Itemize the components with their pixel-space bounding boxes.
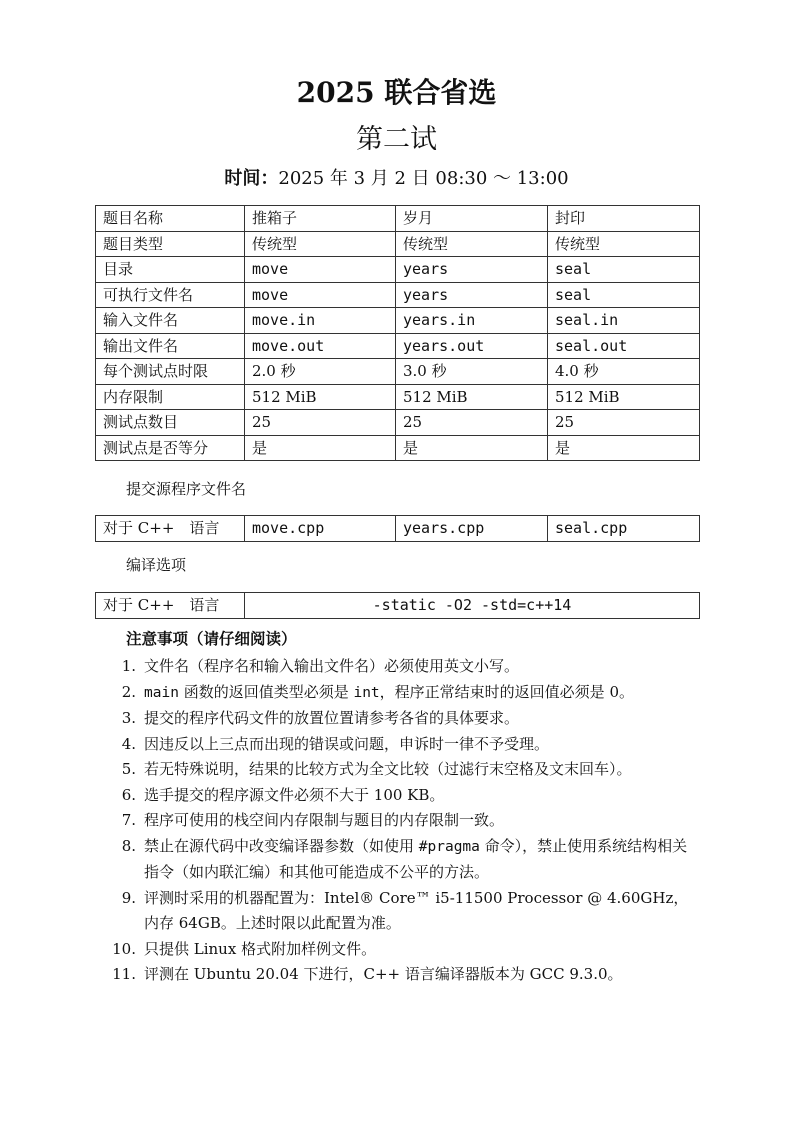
list-item-text: ，程序正常结束时的返回值必须是 0。	[379, 682, 634, 701]
table-row	[96, 308, 700, 334]
list-item-number: 2.	[121, 682, 136, 701]
row-label: 题目名称	[96, 206, 245, 232]
list-item-text: 只提供 Linux 格式附加样例文件。	[144, 939, 377, 958]
list-item	[106, 706, 701, 732]
table-row	[96, 333, 700, 359]
list-item-number: 4.	[121, 734, 136, 753]
exam-time	[0, 166, 793, 192]
table-cell: 25	[396, 410, 548, 436]
row-label: 题目类型	[96, 231, 245, 257]
list-item	[106, 962, 701, 988]
table-row	[96, 516, 700, 542]
list-item-number: 10.	[112, 939, 136, 958]
table-cell: seal	[548, 257, 700, 283]
submission-file-move: move.cpp	[245, 516, 396, 542]
submission-table	[95, 515, 700, 542]
table-row	[96, 410, 700, 436]
row-label: 目录	[96, 257, 245, 283]
list-item-text: 函数的返回值类型必须是	[178, 682, 354, 701]
code-text: int	[353, 684, 380, 701]
table-row	[96, 206, 700, 232]
list-item-number: 5.	[121, 760, 136, 778]
table-row	[96, 593, 700, 619]
submission-heading: 提交源程序文件名	[126, 480, 247, 498]
table-cell: 传统型	[548, 231, 700, 257]
problems-table	[95, 205, 700, 461]
code-text: main	[144, 684, 179, 701]
submission-file-seal: seal.cpp	[548, 516, 700, 542]
list-item-number: 8.	[121, 836, 136, 855]
list-item	[106, 886, 701, 937]
list-item	[106, 808, 701, 834]
code-text: #pragma	[418, 838, 480, 855]
list-item	[106, 937, 701, 963]
list-item-text: 文件名（程序名和输入输出文件名）必须使用英文小写。	[144, 657, 520, 675]
list-item-text: 提交的程序代码文件的放置位置请参考各省的具体要求。	[144, 709, 520, 727]
notes-list	[106, 654, 701, 988]
submission-file-years: years.cpp	[396, 516, 548, 542]
table-cell: years	[396, 282, 548, 308]
table-row	[96, 231, 700, 257]
table-cell: 25	[548, 410, 700, 436]
table-cell: move	[245, 282, 396, 308]
table-cell: 2.0 秒	[245, 359, 396, 385]
compile-heading: 编译选项	[126, 556, 187, 574]
list-item-text: 因违反以上三点而出现的错误或问题，申诉时一律不予受理。	[144, 734, 550, 753]
row-label: 可执行文件名	[96, 282, 245, 308]
list-item-number: 6.	[121, 785, 136, 804]
list-item-text: 程序可使用的栈空间内存限制与题目的内存限制一致。	[144, 811, 505, 829]
list-item	[106, 757, 701, 783]
row-label: 测试点是否等分	[96, 435, 245, 461]
table-row	[96, 435, 700, 461]
table-row	[96, 359, 700, 385]
table-cell: years.out	[396, 333, 548, 359]
list-item-text: 禁止在源代码中改变编译器参数（如使用	[144, 836, 419, 855]
list-item-text: 若无特殊说明，结果的比较方式为全文比较（过滤行末空格及文末回车）。	[144, 760, 632, 778]
submission-label: 对于 C++ 语言	[96, 516, 245, 542]
notes-title: 注意事项（请仔细阅读）	[126, 629, 297, 648]
table-cell: move.in	[245, 308, 396, 334]
time-value: 2025 年 3 月 2 日 08:30 ～ 13:00	[278, 168, 569, 189]
table-cell: 传统型	[245, 231, 396, 257]
table-cell: 是	[396, 435, 548, 461]
row-label: 内存限制	[96, 384, 245, 410]
table-cell: seal.in	[548, 308, 700, 334]
table-cell: move.out	[245, 333, 396, 359]
row-label: 每个测试点时限	[96, 359, 245, 385]
list-item	[106, 654, 701, 680]
table-cell: 512 MiB	[245, 384, 396, 410]
table-row	[96, 384, 700, 410]
compile-label: 对于 C++ 语言	[96, 593, 245, 619]
table-cell: 推箱子	[245, 206, 396, 232]
list-item-text: 评测时采用的机器配置为：Intel® Core™ i5-11500 Processor @ 4.60GHz，内存 64GB。上述时限以此配置为准。	[144, 888, 689, 932]
list-item-number: 9.	[121, 888, 136, 907]
table-cell: 3.0 秒	[396, 359, 548, 385]
table-cell: years.in	[396, 308, 548, 334]
list-item-text: 选手提交的程序源文件必须不大于 100 KB。	[144, 785, 445, 804]
list-item	[106, 834, 701, 886]
compile-table	[95, 592, 700, 619]
table-cell: 是	[548, 435, 700, 461]
list-item-number: 11.	[112, 965, 136, 983]
table-row	[96, 257, 700, 283]
list-item	[106, 680, 701, 707]
time-label: 时间：	[224, 168, 279, 189]
list-item-number: 3.	[121, 709, 136, 727]
list-item-text: 评测在 Ubuntu 20.04 下进行，C++ 语言编译器版本为 GCC 9.3.0。	[144, 965, 623, 983]
table-cell: 25	[245, 410, 396, 436]
list-item-number: 1.	[121, 657, 136, 675]
table-cell: 传统型	[396, 231, 548, 257]
table-cell: 4.0 秒	[548, 359, 700, 385]
list-item	[106, 732, 701, 758]
compile-options: -static -O2 -std=c++14	[245, 593, 700, 619]
list-item-number: 7.	[121, 811, 136, 829]
table-cell: 封印	[548, 206, 700, 232]
table-cell: years	[396, 257, 548, 283]
row-label: 测试点数目	[96, 410, 245, 436]
table-cell: 岁月	[396, 206, 548, 232]
list-item	[106, 783, 701, 809]
table-cell: seal	[548, 282, 700, 308]
row-label: 输入文件名	[96, 308, 245, 334]
list-item-text: 命令），禁止使用系统结构相关指令（如内联汇编）和其他可能造成不公平的方法。	[144, 836, 688, 881]
page-subtitle: 第二试	[356, 124, 437, 155]
table-cell: 是	[245, 435, 396, 461]
table-cell: move	[245, 257, 396, 283]
table-cell: seal.out	[548, 333, 700, 359]
table-cell: 512 MiB	[396, 384, 548, 410]
row-label: 输出文件名	[96, 333, 245, 359]
table-row	[96, 282, 700, 308]
table-cell: 512 MiB	[548, 384, 700, 410]
page-title: 2025 联合省选	[296, 76, 497, 109]
